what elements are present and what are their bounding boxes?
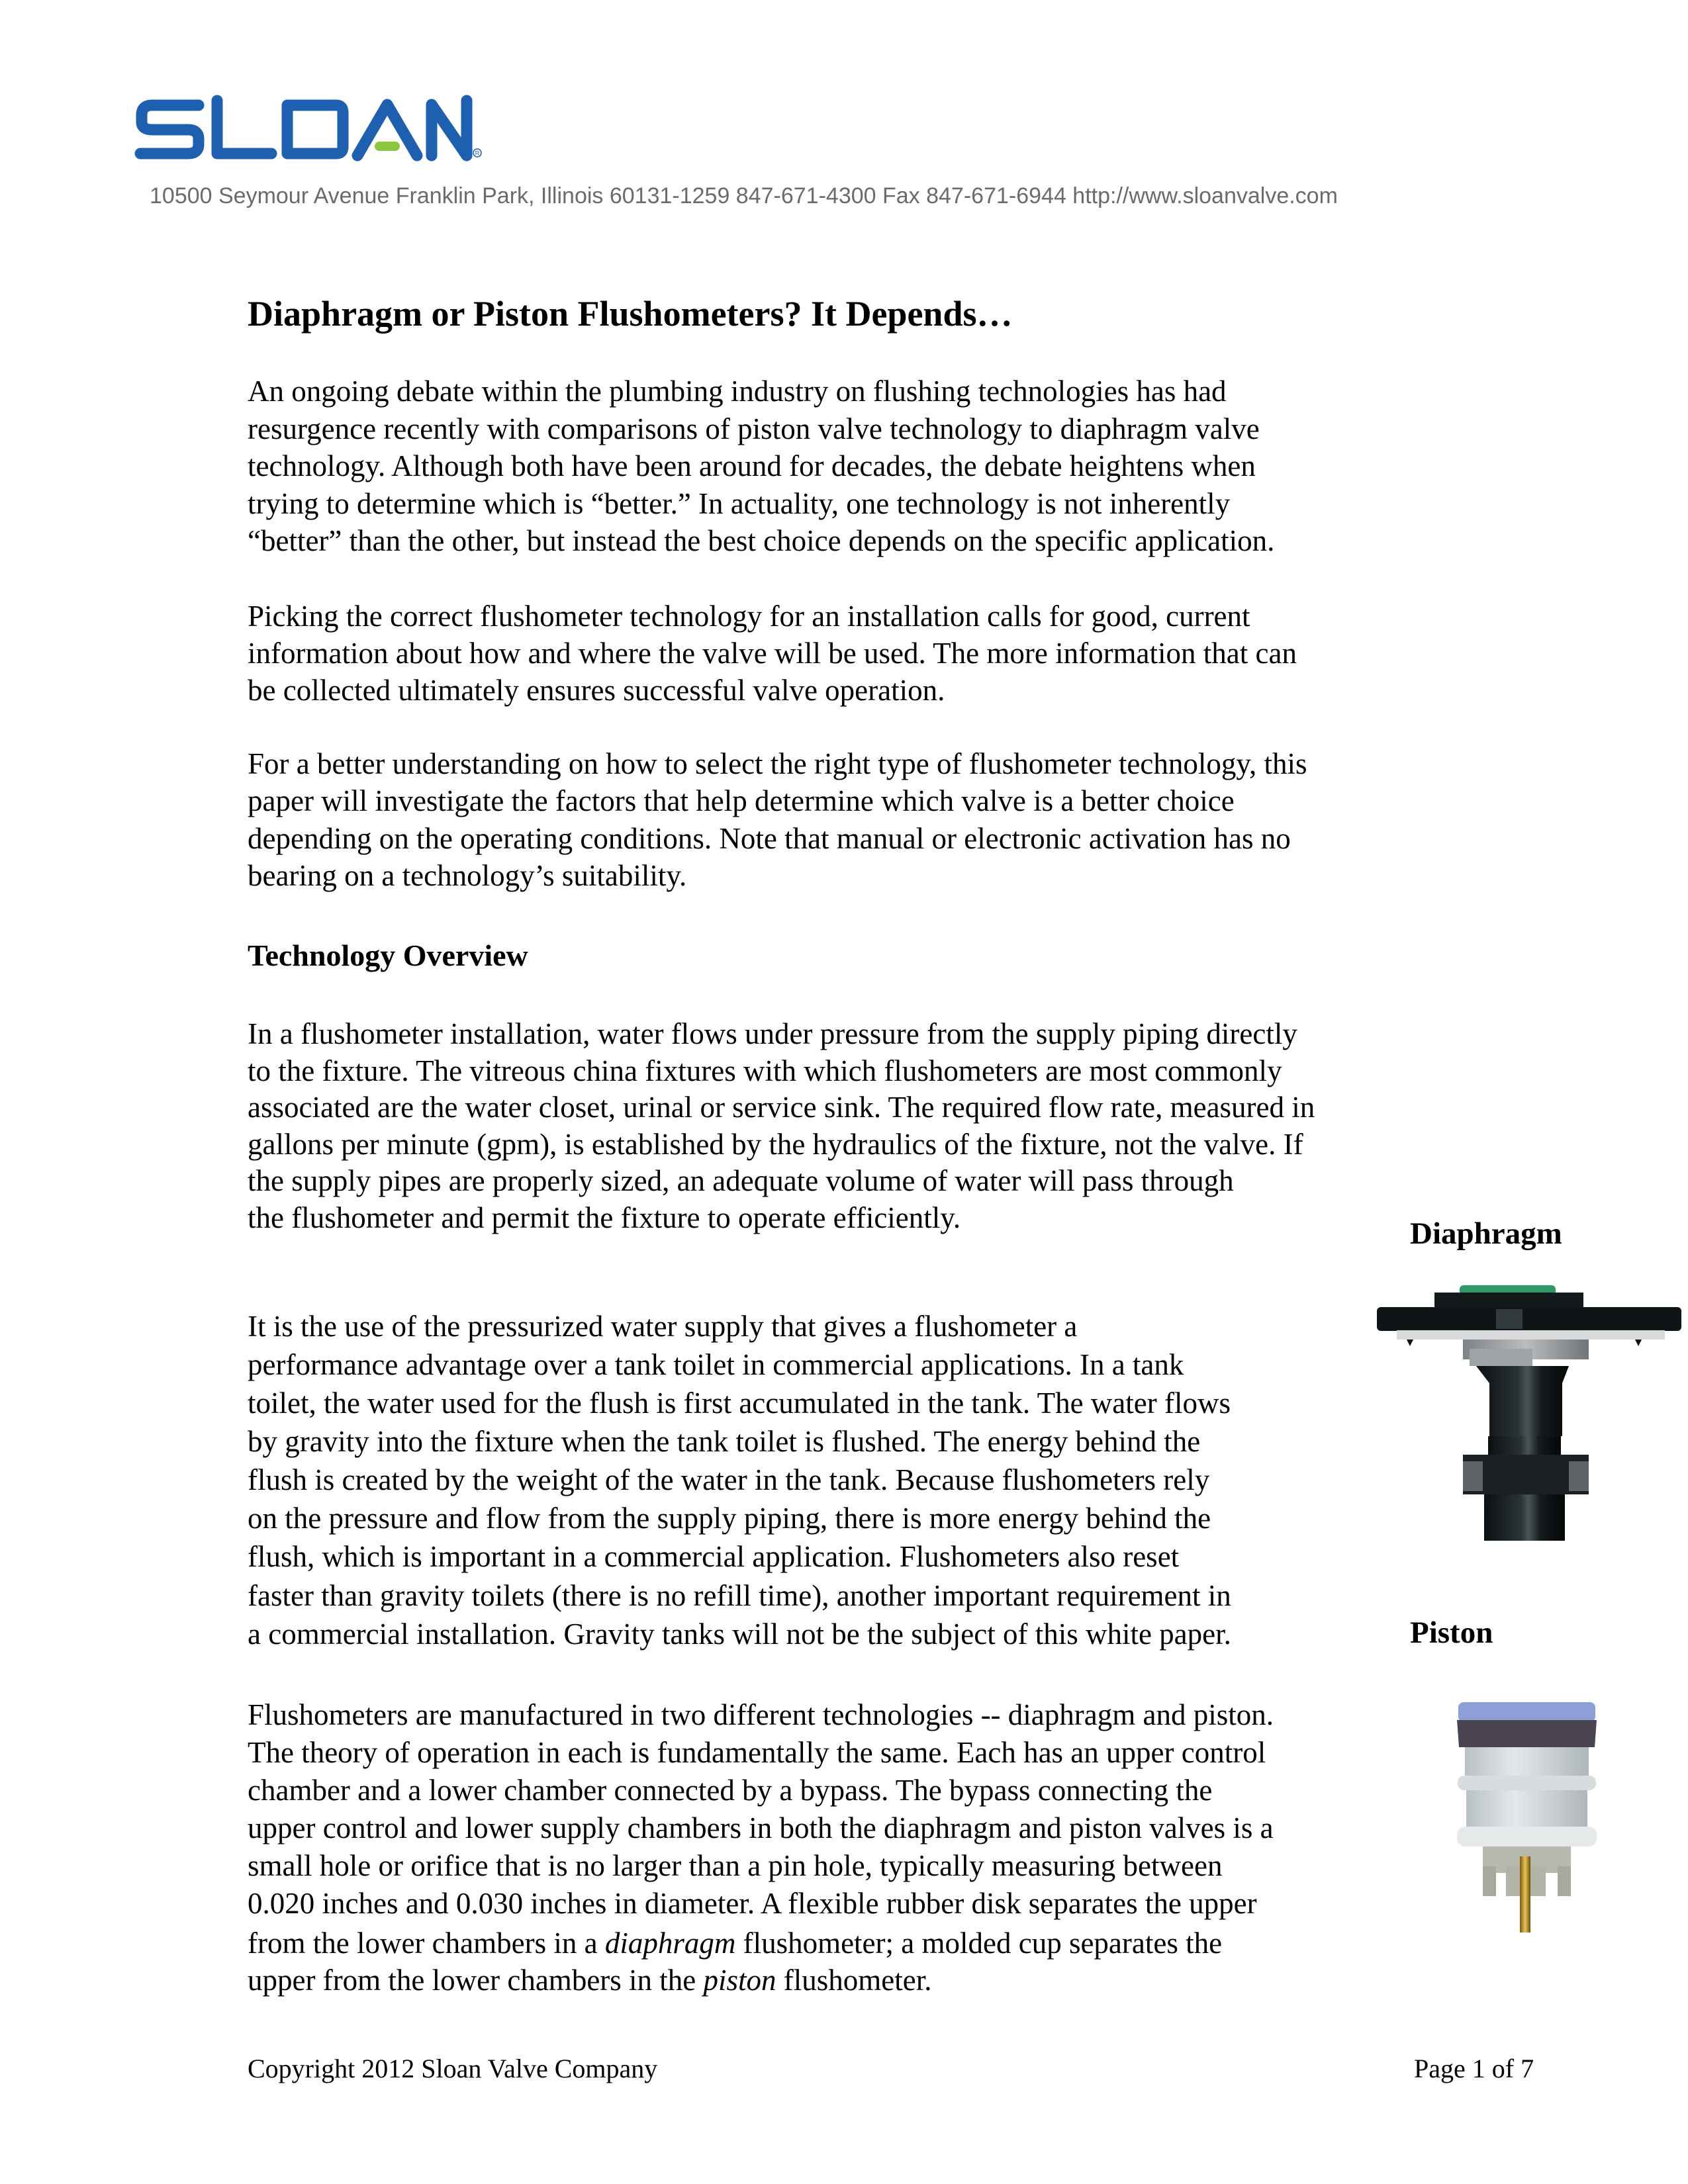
text-line: flush is created by the weight of the water in the tank. Because flushometers rely: [248, 1463, 1210, 1496]
text-line: An ongoing debate within the plumbing industry on flushing technologies has had: [248, 375, 1227, 408]
text-line: In a flushometer installation, water flows under pressure from the supply piping directly: [248, 1017, 1297, 1050]
text-line: performance advantage over a tank toilet in commercial applications. In a tank: [248, 1348, 1184, 1381]
piston-valve-image: [1453, 1698, 1602, 1936]
text-line: Flushometers are manufactured in two different technologies -- diaphragm and piston.: [248, 1698, 1274, 1731]
sloan-logo: [132, 93, 483, 165]
text-span: from the lower chambers in a: [248, 1927, 605, 1960]
text-line: faster than gravity toilets (there is no refill time), another important requirement in: [248, 1579, 1231, 1612]
text-line: Picking the correct flushometer technology for an installation calls for good, current: [248, 600, 1250, 633]
italic-term-piston: piston: [703, 1964, 776, 1997]
piston-caption: Piston: [1410, 1615, 1493, 1650]
svg-text:R: R: [475, 150, 480, 157]
text-line: the supply pipes are properly sized, an adequate volume of water will pass through: [248, 1164, 1234, 1197]
text-line: to the fixture. The vitreous china fixtures with which flushometers are most commonly: [248, 1054, 1282, 1087]
text-line: The theory of operation in each is fundamentally the same. Each has an upper control: [248, 1736, 1266, 1769]
text-line: be collected ultimately ensures successful valve operation.: [248, 674, 945, 707]
text-line: chamber and a lower chamber connected by a bypass. The bypass connecting the: [248, 1774, 1213, 1807]
diaphragm-caption: Diaphragm: [1410, 1216, 1562, 1251]
text-line: For a better understanding on how to select the right type of flushometer technology, this: [248, 747, 1307, 780]
company-address: 10500 Seymour Avenue Franklin Park, Illinois 60131-1259 847-671-4300 Fax 847-671-6944 http://www.sloanvalve.com: [150, 183, 1338, 208]
document-title: Diaphragm or Piston Flushometers? It Depends…: [248, 294, 1013, 334]
text-line: resurgence recently with comparisons of piston valve technology to diaphragm valve: [248, 412, 1260, 445]
text-line: toilet, the water used for the flush is first accumulated in the tank. The water flows: [248, 1387, 1231, 1420]
text-span: flushometer.: [776, 1964, 932, 1997]
text-line: It is the use of the pressurized water supply that gives a flushometer a: [248, 1310, 1078, 1343]
text-line: [248, 1929, 1222, 1958]
text-line: on the pressure and flow from the supply piping, there is more energy behind the: [248, 1502, 1211, 1535]
text-line: technology. Although both have been around for decades, the debate heightens when: [248, 449, 1256, 482]
text-line: by gravity into the fixture when the tank toilet is flushed. The energy behind the: [248, 1425, 1201, 1458]
diaphragm-valve-image: [1370, 1277, 1681, 1542]
text-line: information about how and where the valve will be used. The more information that can: [248, 637, 1297, 670]
text-line: depending on the operating conditions. Note that manual or electronic activation has no: [248, 822, 1291, 855]
text-line: flush, which is important in a commercial application. Flushometers also reset: [248, 1540, 1180, 1573]
text-line: trying to determine which is “better.” In actuality, one technology is not inherently: [248, 487, 1231, 520]
text-line: upper control and lower supply chambers in both the diaphragm and piston valves is a: [248, 1811, 1274, 1844]
text-line: gallons per minute (gpm), is established by the hydraulics of the fixture, not the valve. If: [248, 1128, 1303, 1161]
footer-copyright: Copyright 2012 Sloan Valve Company: [248, 2054, 658, 2083]
text-line: associated are the water closet, urinal or service sink. The required flow rate, measured in: [248, 1091, 1315, 1124]
text-line: the flushometer and permit the fixture to operate efficiently.: [248, 1201, 961, 1234]
section-heading: Technology Overview: [248, 938, 528, 972]
footer-page-number: Page 1 of 7: [1414, 2054, 1534, 2083]
text-line: small hole or orifice that is no larger than a pin hole, typically measuring between: [248, 1849, 1223, 1882]
text-line: a commercial installation. Gravity tanks will not be the subject of this white paper.: [248, 1617, 1231, 1651]
text-line: “better” than the other, but instead the best choice depends on the specific application.: [248, 524, 1275, 557]
text-line: bearing on a technology’s suitability.: [248, 859, 687, 892]
text-span: upper from the lower chambers in the: [248, 1964, 704, 1997]
italic-term-diaphragm: diaphragm: [604, 1927, 736, 1960]
text-line: paper will investigate the factors that help determine which valve is a better choice: [248, 784, 1235, 817]
text-line: 0.020 inches and 0.030 inches in diameter. A flexible rubber disk separates the upper: [248, 1887, 1257, 1920]
text-span: flushometer; a molded cup separates the: [735, 1927, 1223, 1960]
text-line: [248, 1966, 932, 1995]
